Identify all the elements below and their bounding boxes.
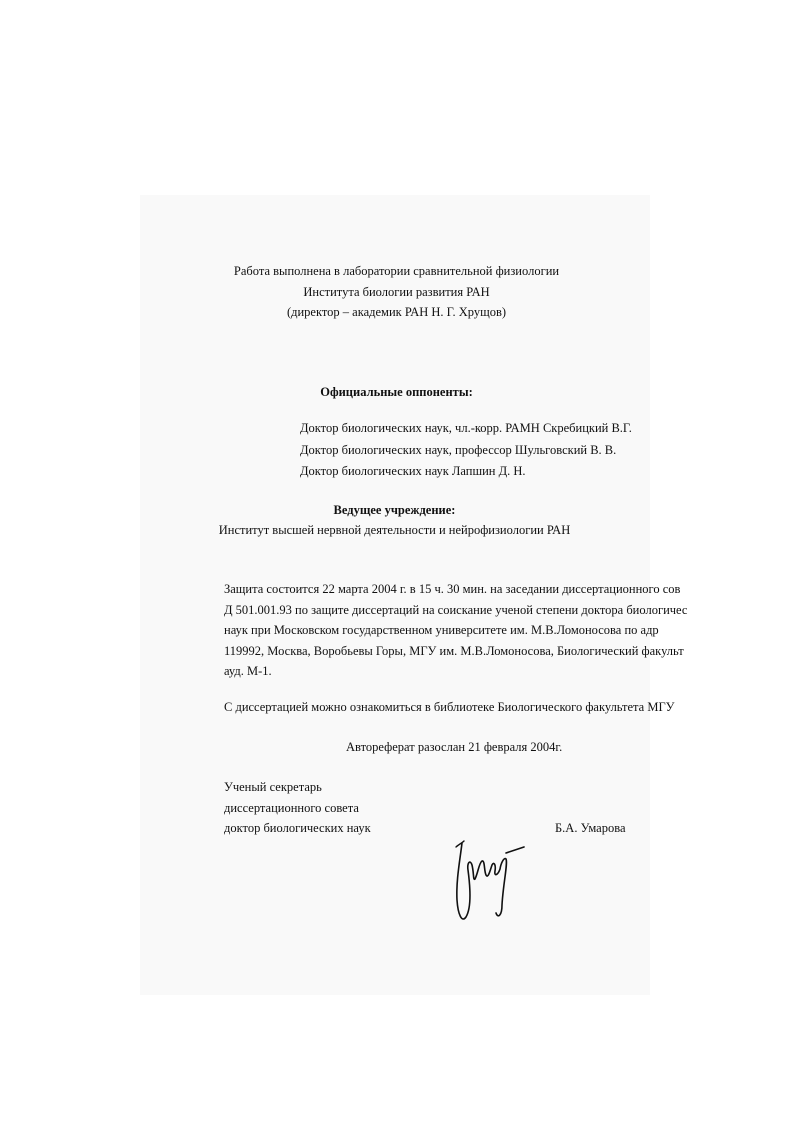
header-line-2: Института биологии развития РАН — [303, 285, 490, 299]
secretary-line-3: доктор биологических наук — [224, 821, 371, 835]
leading-org-name: Институт высшей нервной деятельности и нейрофизиологии РАН — [218, 523, 571, 537]
defense-line: наук при Московском государственном университете им. М.В.Ломоносова по адр — [224, 623, 659, 637]
handwritten-signature — [448, 835, 538, 930]
opponent-item: Доктор биологических наук, чл.-корр. РАМН Скребицкий В.Г. — [300, 421, 632, 435]
defense-paragraph — [224, 579, 688, 682]
secretary-name: Б.А. Умарова — [555, 821, 626, 835]
opponent-item: Доктор биологических наук, профессор Шульговский В. В. — [300, 443, 617, 457]
defense-line: 119992, Москва, Воробьевы Горы, МГУ им. М.В.Ломоносова, Биологический факульт — [224, 643, 684, 658]
header-line-1: Работа выполнена в лаборатории сравнительной физиологии — [233, 264, 560, 278]
leading-org-heading: Ведущее учреждение: — [333, 503, 456, 517]
opponent-item: Доктор биологических наук Лапшин Д. Н. — [300, 464, 526, 478]
dispatch-note: Автореферат разослан 21 февраля 2004г. — [346, 740, 563, 754]
secretary-line-1: Ученый секретарь — [224, 780, 322, 794]
library-note: С диссертацией можно ознакомиться в библиотеке Биологического факультета МГУ — [224, 700, 675, 714]
defense-line: Д 501.001.93 по защите диссертаций на соискание ученой степени доктора биологичес — [224, 602, 688, 617]
opponents-heading: Официальные оппоненты: — [320, 385, 473, 399]
header-line-3: (директор – академик РАН Н. Г. Хрущов) — [286, 305, 507, 319]
secretary-line-2: диссертационного совета — [224, 801, 359, 815]
defense-line: ауд. М-1. — [224, 664, 272, 678]
defense-line: Защита состоится 22 марта 2004 г. в 15 ч. 30 мин. на заседании диссертационного сов — [224, 582, 681, 596]
